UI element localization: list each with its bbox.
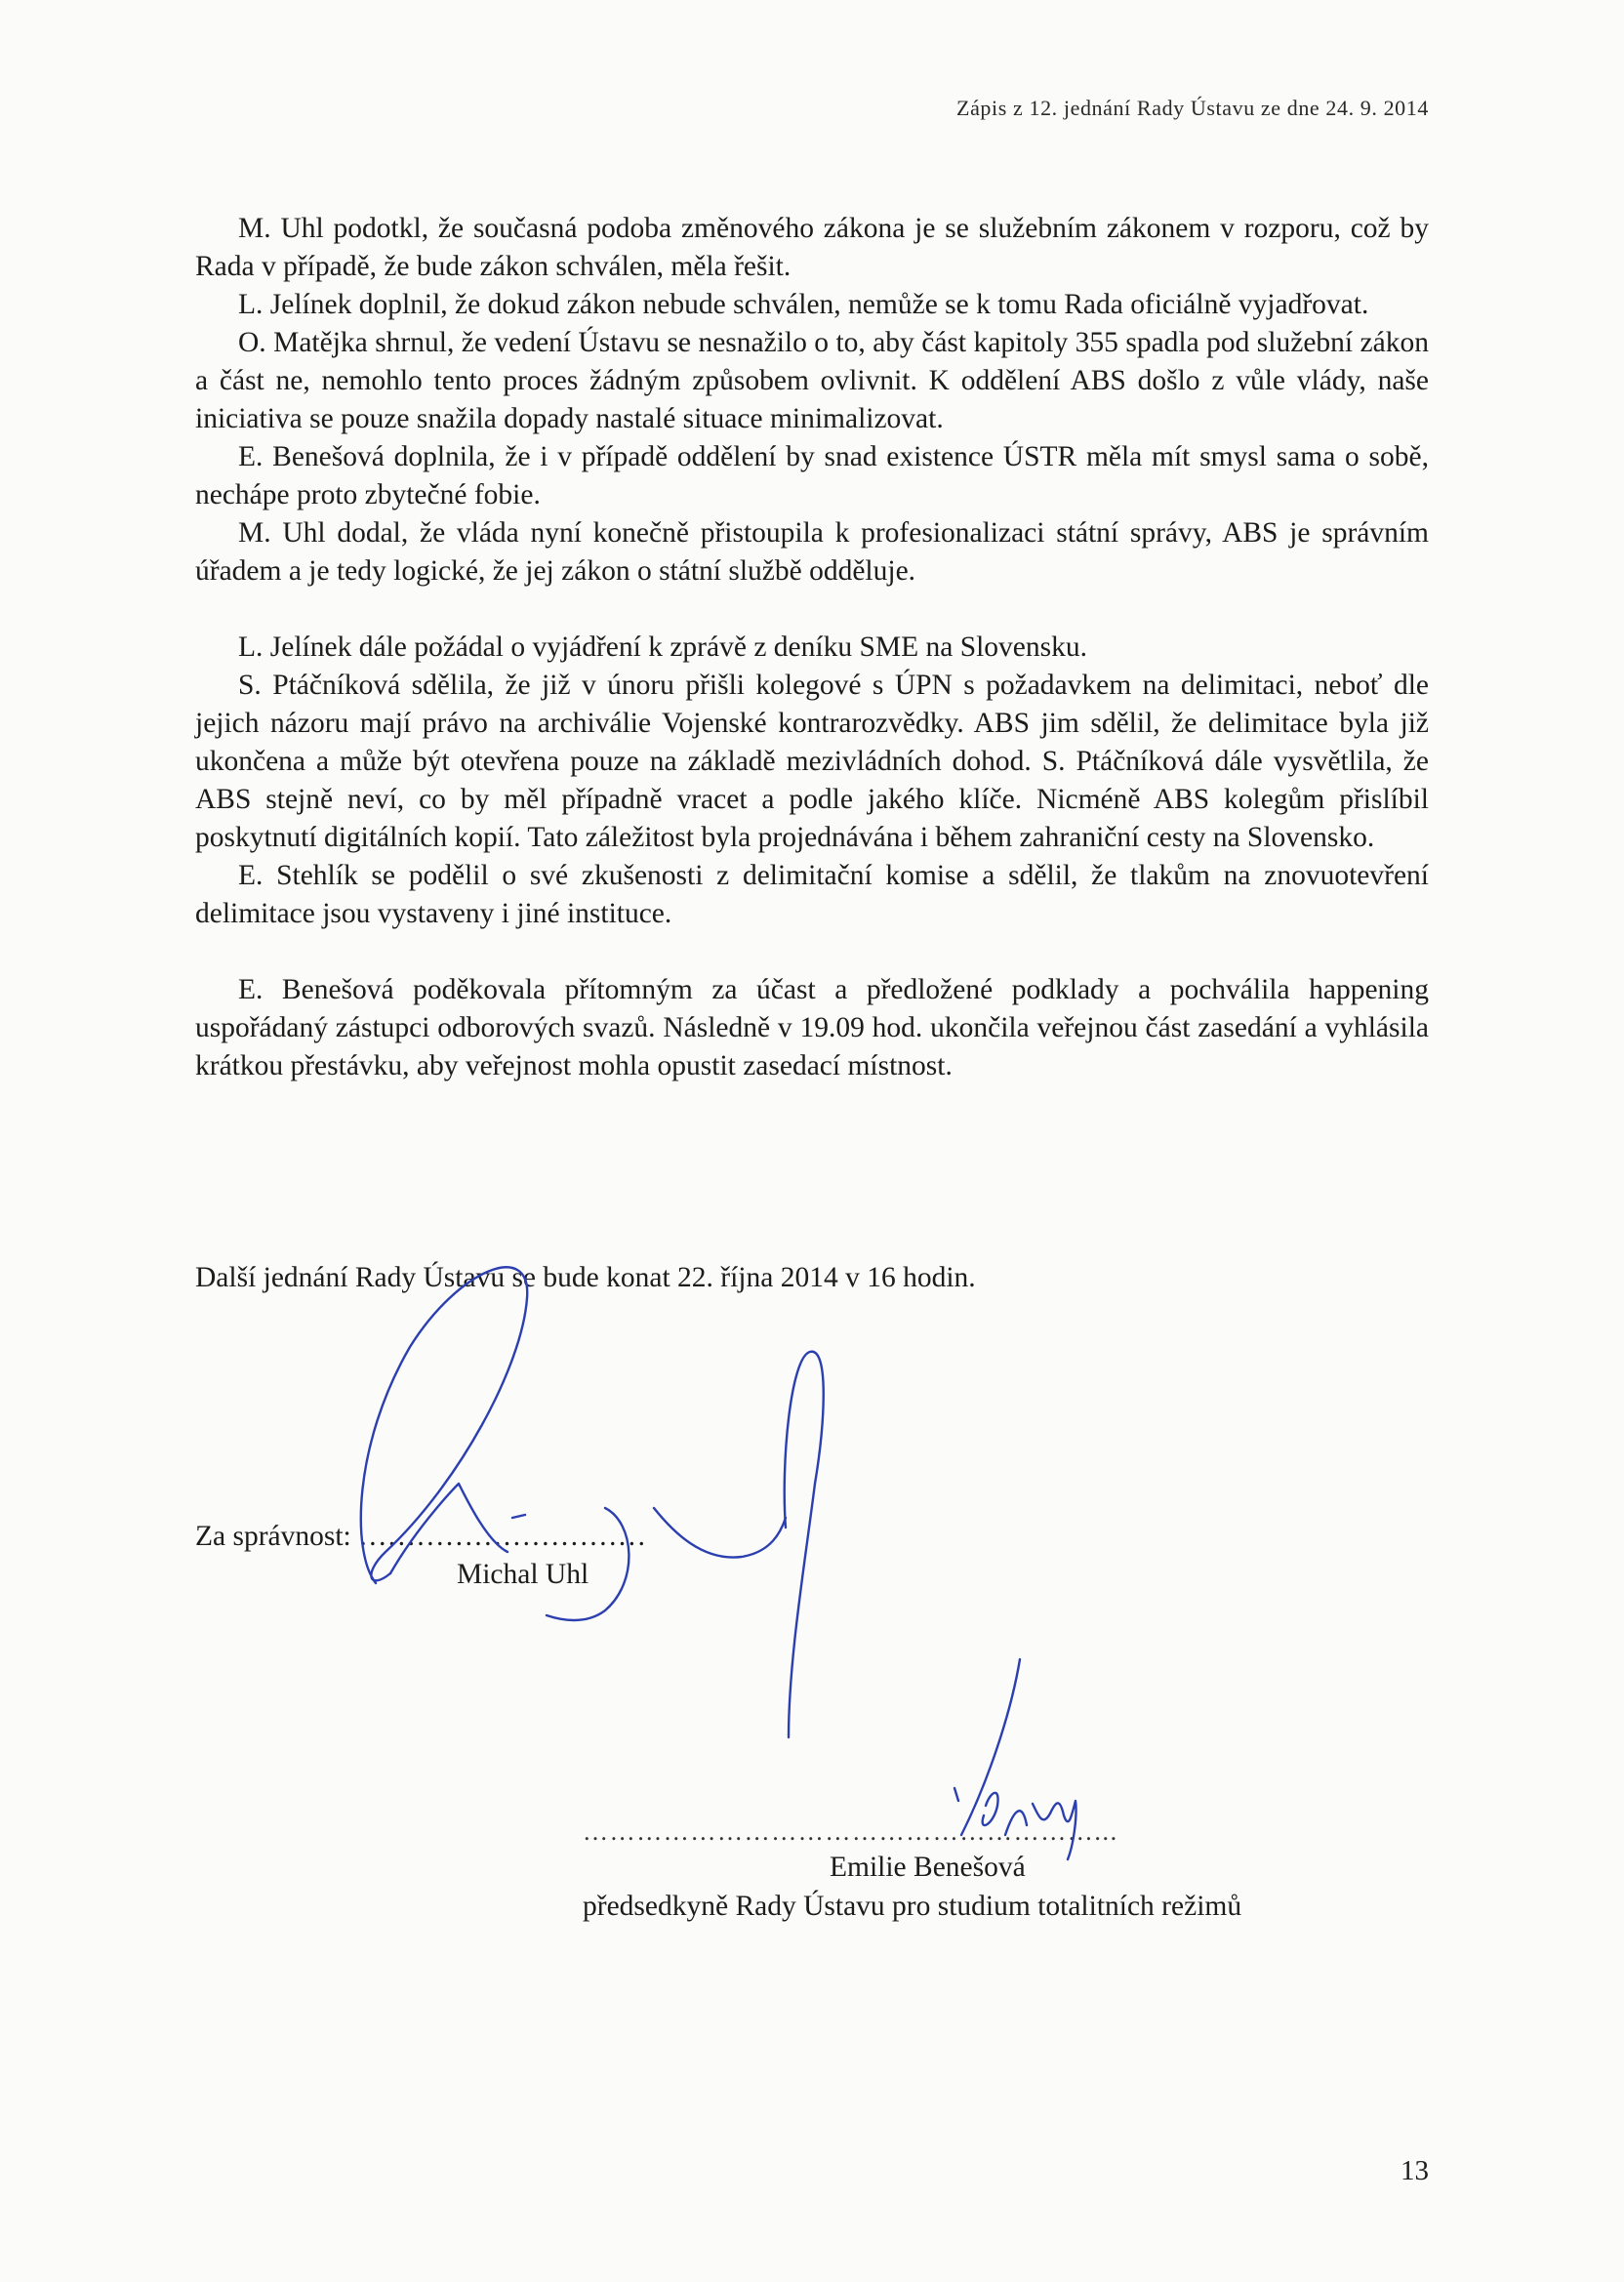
page-header: Zápis z 12. jednání Rady Ústavu ze dne 24. 9. 2014 — [956, 96, 1429, 120]
paragraph-gap — [195, 933, 1429, 971]
paragraph-uhl-1: M. Uhl podotkl, že současná podoba změnového zákona je se služebním zákonem v rozporu, což by Rada v případě, že bude zákon schválen, měla řešit. — [195, 213, 1429, 282]
paragraph-jelinek-2: L. Jelínek dále požádal o vyjádření k zprávě z deníku SME na Slovensku. — [238, 632, 1088, 663]
signature-label: Za správnost: — [195, 1521, 351, 1552]
paragraph-uhl-2: M. Uhl dodal, že vláda nyní konečně přistoupila k profesionalizaci státní správy, ABS je správním úřadem a je tedy logické, že jej zákon o státní službě odděluje. — [195, 517, 1429, 587]
paragraph-benesova-2: E. Benešová poděkovala přítomným za účast a předložené podklady a pochválila happening uspořádaný zástupci odborových svazů. Následně v 19.09 hod. ukončila veřejnou část zasedání a vyhlásila krátkou přestávku, aby veřejnost mohla opustit zasedací místnost. — [195, 974, 1429, 1081]
paragraph-ptacnikova: S. Ptáčníková sdělila, že již v únoru přišli kolegové s ÚPN s požadavkem na delimitaci, neboť dle jejich názoru mají právo na archiválie Vojenské kontrarozvědky. ABS jim sdělil, že delimitace byla již ukončena a může být otevřena pouze na základě mezivládních dohod. S. Ptáčníková dále vysvětlila, že ABS stejně neví, co by měl případně vracet a podle jakého klíče. Nicméně ABS kolegům přislíbil poskytnutí digitálních kopií. Tato záležitost byla projednávána i během zahraniční cesty na Slovensko. — [195, 670, 1429, 853]
signature-dots-left: ………………………… — [358, 1521, 647, 1552]
paragraph-jelinek-1: L. Jelínek doplnil, že dokud zákon nebude schválen, nemůže se k tomu Rada oficiálně vyjadřovat. — [238, 289, 1369, 320]
signatory-name-right: Emilie Benešová — [830, 1852, 1026, 1883]
minutes-body — [195, 210, 1429, 1085]
paragraph-gap — [195, 591, 1429, 629]
signature-benesova-stem — [961, 1659, 1020, 1835]
signature-benesova-tick — [954, 1788, 958, 1801]
signature-uhl-tall-loop — [785, 1352, 824, 1737]
paragraph-matejka: O. Matějka shrnul, že vedení Ústavu se nesnažilo o to, aby část kapitoly 355 spadla pod služební zákon a část ne, nemohlo tento proces žádným způsobem ovlivnit. K oddělení ABS došlo z vůle vlády, naše iniciativa se pouze snažila dopady nastalé situace minimalizovat. — [195, 327, 1429, 434]
signature-line-left — [195, 1518, 646, 1556]
signature-uhl-tail — [654, 1508, 786, 1558]
signatory-name-left: Michal Uhl — [457, 1559, 589, 1590]
next-meeting-note: Další jednání Rady Ústavu se bude konat 22. října 2014 v 16 hodin. — [195, 1262, 976, 1293]
paragraph-benesova-1: E. Benešová doplnila, že i v případě oddělení by snad existence ÚSTR měla mít smysl sama o sobě, nechápe proto zbytečné fobie. — [195, 441, 1429, 510]
page-number: 13 — [1401, 2155, 1429, 2186]
signatory-role-right: předsedkyně Rady Ústavu pro studium totalitních režimů — [583, 1891, 1242, 1922]
signature-dots-right: …………………………………………………... — [583, 1817, 1118, 1846]
paragraph-stehlik: E. Stehlík se podělil o své zkušenosti z delimitační komise a sdělil, že tlakům na znovuotevření delimitace jsou vystaveny i jiné instituce. — [195, 860, 1429, 929]
